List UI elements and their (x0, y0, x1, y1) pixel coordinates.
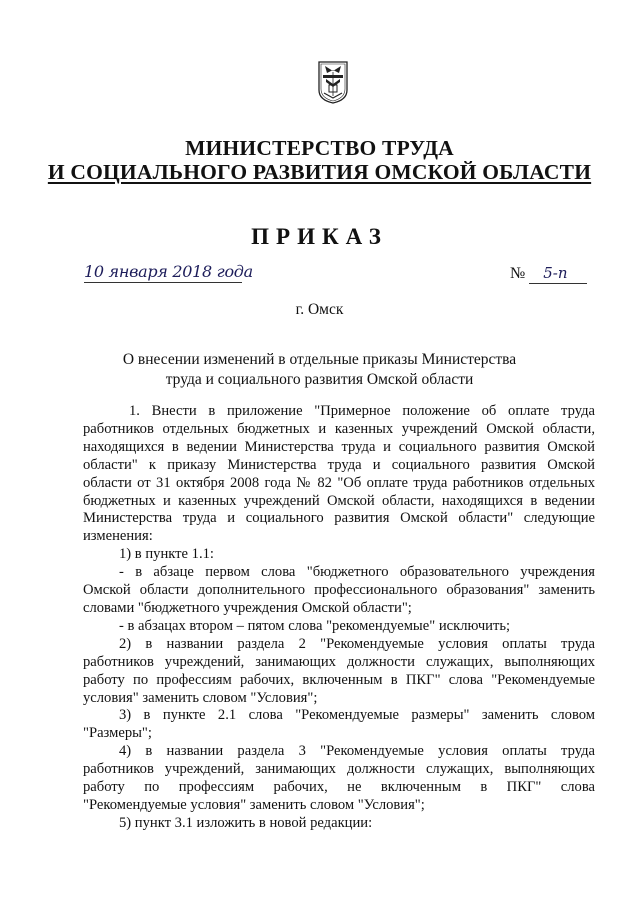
body-line: области от 31 октября 2008 года № 82 "Об оплате труда работников отдельных (83, 474, 595, 491)
body-line: находящихся в ведении Министерства труда и социального развития Омской (83, 438, 595, 455)
body-line: 3) в пункте 2.1 слова "Рекомендуемые размеры" заменить словом (119, 707, 595, 724)
body-line: работников учреждений, занимающих должности служащих, выполняющих (83, 761, 595, 778)
body-line: 2) в названии раздела 2 "Рекомендуемые условия оплаты труда (119, 635, 595, 652)
body-line: 4) в названии раздела 3 "Рекомендуемые условия оплаты труда (119, 743, 595, 760)
body-line: 1) в пункте 1.1: (119, 546, 214, 563)
body-line: области" к приказу Министерства труда и социального развития Омской (83, 456, 595, 473)
subject-line: труда и социального развития Омской области (165, 371, 474, 388)
number-label: № (510, 265, 526, 282)
handwritten-number: 5-п (529, 263, 587, 284)
body-line: работников отдельных бюджетных и казенных учреждений Омской области, (83, 420, 595, 437)
subject-line: О внесении изменений в отдельные приказы Министерства (122, 351, 517, 368)
body-line: словами "бюджетного учреждения Омской области"; (83, 599, 412, 616)
body-line: 1. Внести в приложение "Примерное положение об оплате труда (129, 403, 595, 419)
city-line: г. Омск (295, 301, 344, 318)
handwritten-date: 10 января 2018 года (84, 262, 253, 281)
document-subject (0, 350, 639, 390)
body-line: - в абзацах втором – пятом слова "рекомендуемые" исключить; (119, 617, 511, 634)
body-line: бюджетных и казенных учреждений Омской области, находящихся в ведении (83, 492, 595, 509)
body-line: "Размеры"; (83, 725, 152, 742)
body-line: "Рекомендуемые условия" заменить словом "Условия"; (83, 796, 425, 813)
ministry-name-line2: И СОЦИАЛЬНОГО РАЗВИТИЯ ОМСКОЙ ОБЛАСТИ (47, 160, 592, 184)
body-line: Омской области дополнительного профессионального образования" заменить (83, 582, 595, 599)
body-line: Министерства труда и социального развития Омской области" следующие (83, 510, 595, 527)
omsk-coat-of-arms-icon (317, 60, 349, 104)
body-line: работу по профессиям рабочих, не включенным в ПКГ" слова (83, 779, 595, 796)
body-line: условия" заменить словом "Условия"; (83, 689, 318, 706)
body-line: изменения: (83, 528, 153, 545)
ministry-name-line1: МИНИСТЕРСТВО ТРУДА (185, 136, 454, 160)
document-body (83, 403, 595, 833)
body-line: - в абзаце первом слова "бюджетного образовательного учреждения (119, 564, 595, 581)
body-line: работников учреждений, занимающих должности служащих, выполняющих (83, 653, 595, 670)
body-line: работу по профессиям рабочих, включенным в ПКГ" слова "Рекомендуемые (83, 671, 595, 688)
document-number (510, 263, 587, 284)
document-type-title: ПРИКАЗ (251, 224, 388, 249)
body-line: 5) пункт 3.1 изложить в новой редакции: (119, 814, 373, 831)
